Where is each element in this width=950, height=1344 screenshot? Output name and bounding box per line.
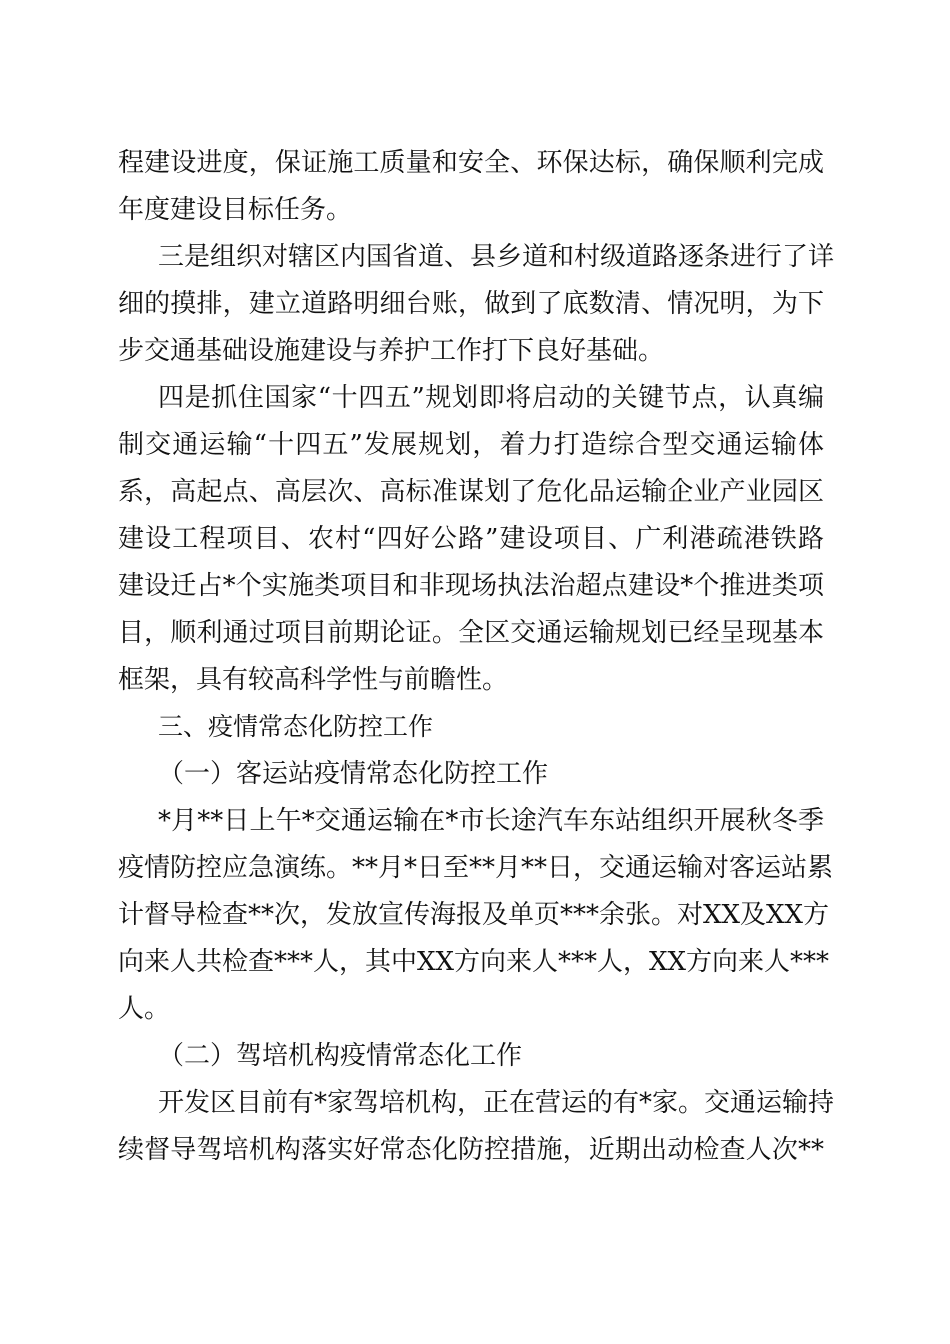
body-line: 向来人共检查***人，其中XX方向来人***人，XX方向来人***: [118, 947, 830, 977]
body-line: 人。: [118, 994, 171, 1024]
body-line: 年度建设目标任务。: [118, 195, 353, 225]
body-line: 目，顺利通过项目前期论证。全区交通运输规划已经呈现基本: [118, 618, 824, 648]
body-line: 步交通基础设施建设与养护工作打下良好基础。: [118, 336, 665, 366]
body-line: 计督导检查**次，发放宣传海报及单页***余张。对XX及XX方: [118, 900, 830, 930]
body-line: 程建设进度，保证施工质量和安全、环保达标，确保顺利完成: [118, 148, 824, 178]
paragraph-first-line: 四是抓住国家“十四五”规划即将启动的关键节点，认真编: [158, 383, 824, 413]
body-line: 建设工程项目、农村“四好公路”建设项目、广利港疏港铁路: [118, 524, 824, 554]
body-line: 框架，具有较高科学性与前瞻性。: [118, 665, 509, 695]
section-heading: 三、疫情常态化防控工作: [158, 712, 434, 741]
paragraph-first-line: 三是组织对辖区内国省道、县乡道和村级道路逐条进行了详: [158, 242, 835, 272]
body-line: 细的摸排，建立道路明细台账，做到了底数清、情况明，为下: [118, 289, 824, 319]
subsection-heading: （一）客运站疫情常态化防控工作: [158, 759, 549, 789]
body-line: 续督导驾培机构落实好常态化防控措施，近期出动检查人次**: [118, 1135, 824, 1165]
body-line: 疫情防控应急演练。**月*日至**月**日，交通运输对客运站累: [118, 853, 834, 883]
body-line: 系，高起点、高层次、高标准谋划了危化品运输企业产业园区: [118, 477, 824, 507]
body-line: 建设迁占*个实施类项目和非现场执法治超点建设*个推进类项: [118, 571, 824, 601]
subsection-heading: （二）驾培机构疫情常态化工作: [158, 1041, 523, 1071]
paragraph-first-line: 开发区目前有*家驾培机构，正在营运的有*家。交通运输持: [158, 1088, 835, 1118]
paragraph-first-line: *月**日上午*交通运输在*市长途汽车东站组织开展秋冬季: [158, 806, 824, 836]
body-line: 制交通运输“十四五”发展规划，着力打造综合型交通运输体: [118, 430, 824, 460]
